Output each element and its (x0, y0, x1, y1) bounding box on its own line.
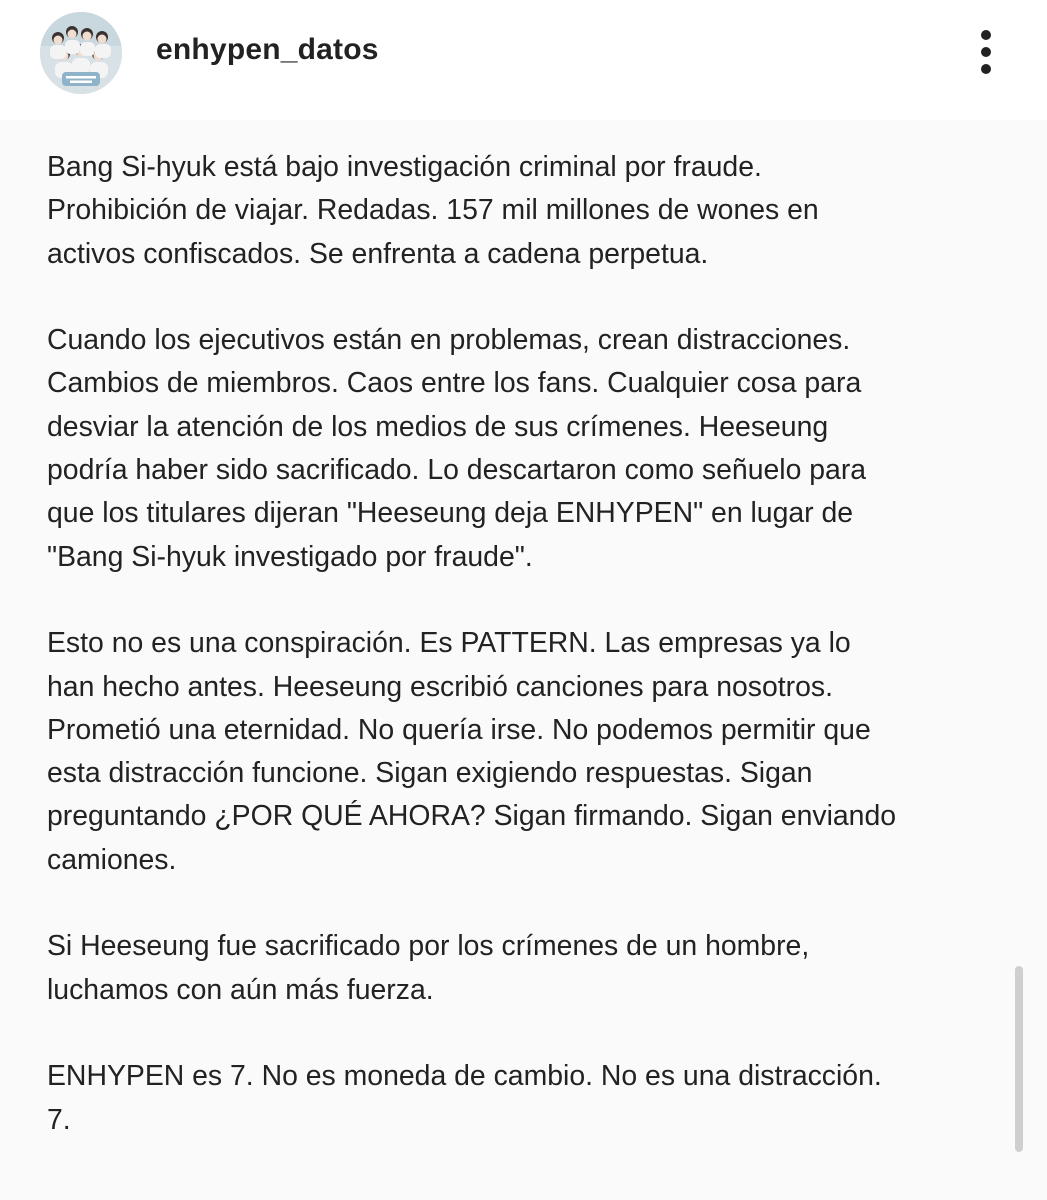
post-caption (47, 146, 1007, 1185)
group-photo-avatar-icon (40, 12, 122, 94)
post-content (0, 120, 1047, 1200)
profile-avatar[interactable] (40, 12, 122, 94)
caption-paragraph: Cuando los ejecutivos están en problemas, crean distracciones. Cambios de miembros. Caos entre los fans. Cualquier cosa para desviar la atención de los medios de sus crímenes. Heeseung podría haber sido sacrificado. Lo descartaron como señuelo para que los titulares dijeran "Heeseung deja ENHYPEN" en lugar de "Bang Si-hyuk investigado por fraude". (47, 324, 867, 573)
more-dot (981, 47, 991, 57)
caption-paragraph: Si Heeseung fue sacrificado por los crímenes de un hombre, luchamos con aún más fuerza. (47, 930, 810, 1006)
post-header (0, 0, 1047, 120)
scrollbar-thumb[interactable] (1015, 966, 1023, 1152)
username[interactable]: enhypen_datos (156, 33, 379, 66)
more-dot (981, 64, 991, 74)
caption-paragraph: ENHYPEN es 7. No es moneda de cambio. No es una distracción. 7. (47, 1060, 882, 1136)
more-vertical-icon[interactable] (968, 26, 1004, 78)
caption-paragraph: Esto no es una conspiración. Es PATTERN. Las empresas ya lo han hecho antes. Heeseung escribió canciones para nosotros. Prometió una eternidad. No quería irse. No podemos permitir que esta distracción funcione. Sigan exigiendo respuestas. Sigan preguntando ¿POR QUÉ AHORA? Sigan firmando. Sigan enviando camiones. (47, 627, 897, 876)
caption-paragraph: Bang Si-hyuk está bajo investigación criminal por fraude. Prohibición de viajar. Redadas. 157 mil millones de wones en activos confiscados. Se enfrenta a cadena perpetua. (47, 151, 819, 270)
more-dot (981, 30, 991, 40)
